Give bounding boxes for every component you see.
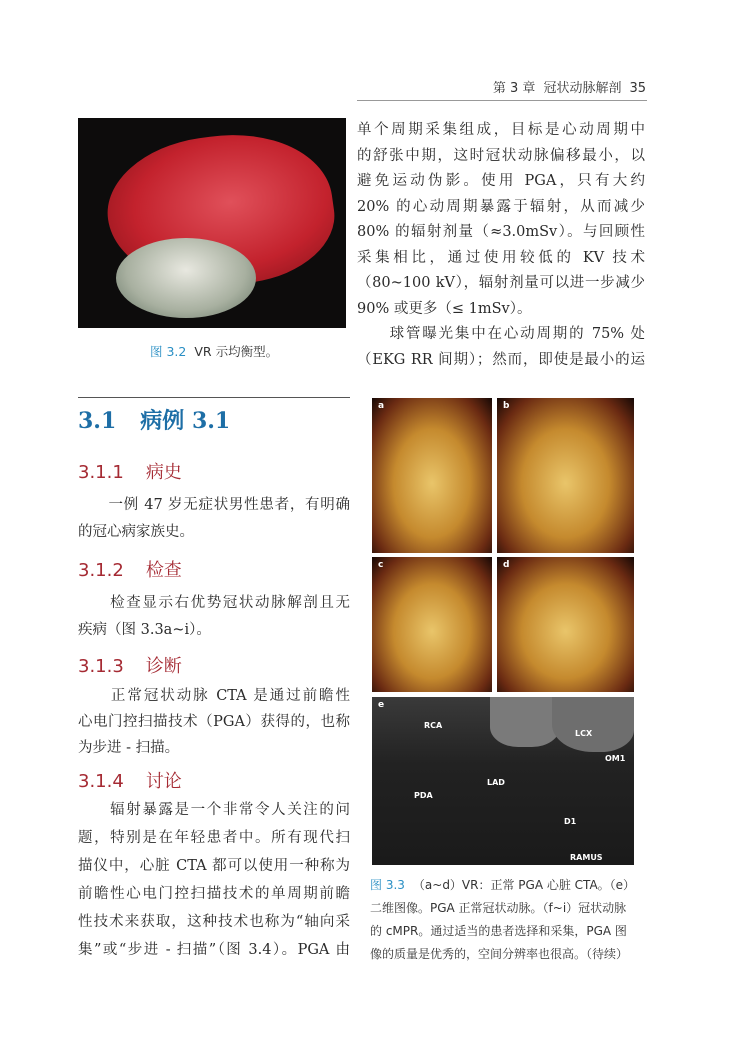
subsection-number: 3.1.2: [78, 560, 124, 581]
subsection-heading: [78, 767, 182, 793]
text-line: 辐射暴露是一个非常令人关注的问: [78, 802, 350, 818]
text-line: （80~100 kV），辐射剂量可以进一步减少: [357, 275, 645, 291]
annotation-lad: LAD: [487, 778, 505, 787]
text-line: 20% 的心动周期暴露于辐射，从而减少: [357, 198, 645, 215]
subsection-number: 3.1.3: [78, 656, 124, 677]
annotation-rca: RCA: [424, 721, 443, 730]
panel-label: e: [378, 700, 385, 710]
caption-line: [370, 899, 640, 916]
text-line: 单个周期采集组成，目标是心动周期中: [357, 122, 645, 138]
panel-b-image: [497, 398, 634, 553]
caption-line: [370, 922, 640, 939]
caption-text: 二维图像。PGA 正常冠状动脉。（f~i）冠状动脉: [370, 901, 627, 915]
header-rule: [357, 100, 647, 101]
subsection-title: 诊断: [145, 656, 182, 677]
panel-c-image: [372, 557, 492, 692]
figure-label: 图 3.2: [150, 344, 187, 359]
panel-a-image: [372, 398, 492, 553]
text-line: 避免运动伪影。使用 PGA，只有大约: [357, 173, 645, 189]
text-line: 正常冠状动脉 CTA 是通过前瞻性: [78, 688, 350, 704]
figure-3-2-heart-image: [78, 118, 346, 328]
caption-text: 像的质量是优秀的，空间分辨率也很高。（待续）: [370, 947, 629, 961]
caption-line: [370, 945, 640, 962]
text-line: 的舒张中期，这时冠状动脉偏移最小，以: [357, 147, 645, 164]
panel-e-image: [372, 697, 634, 865]
subsection-heading: [78, 652, 182, 678]
panel-label: d: [503, 560, 510, 570]
text-line: 集”或“步进 - 扫描”（图 3.4）。PGA 由: [78, 942, 350, 958]
running-header: [470, 77, 646, 96]
text-line: 前瞻性心电门控扫描技术的单周期前瞻: [78, 886, 350, 902]
caption-line: [370, 876, 640, 893]
section-heading: [78, 404, 230, 435]
annotation-ramus: RAMUS: [570, 853, 603, 862]
chapter-number: 第 3 章: [492, 81, 536, 96]
text-line: 80% 的辐射剂量（≈3.0mSv）。与回顾性: [357, 224, 645, 240]
annotation-pda: PDA: [414, 791, 433, 800]
caption-text: 的 cMPR。通过适当的患者选择和采集，PGA 图: [370, 924, 627, 938]
caption-text: （a~d）VR：正常 PGA 心脏 CTA。（e）: [412, 878, 636, 892]
text-line: 描仪中，心脏 CTA 都可以使用一种称为: [78, 858, 350, 874]
subsection-heading: [78, 458, 182, 484]
panel-d-image: [497, 557, 634, 692]
subsection-title: 讨论: [145, 771, 182, 792]
text-line: 心电门控扫描技术（PGA）获得的，也称: [78, 714, 350, 730]
page-number: 35: [629, 81, 646, 96]
annotation-d1: D1: [564, 817, 577, 826]
annotation-lcx: LCX: [575, 729, 593, 738]
subsection-title: 病史: [145, 462, 182, 483]
subsection-number: 3.1.4: [78, 771, 124, 792]
annotation-om1: OM1: [605, 754, 626, 763]
section-title: 病例 3.1: [140, 408, 231, 434]
text-line: 为步进 - 扫描。: [78, 740, 180, 756]
subsection-number: 3.1.1: [78, 462, 124, 483]
section-rule: [78, 397, 350, 398]
text-line: 检查显示右优势冠状动脉解剖且无: [78, 595, 350, 611]
caption-text: VR 示均衡型。: [194, 344, 279, 359]
panel-label: a: [378, 401, 385, 411]
text-line: 球管曝光集中在心动周期的 75% 处: [357, 326, 645, 342]
text-line: 采集相比，通过使用较低的 KV 技术: [357, 249, 645, 266]
figure-label: 图 3.3: [370, 878, 405, 892]
chapter-title: 冠状动脉解剖: [543, 81, 622, 96]
text-line: 题，特别是在年轻患者中。所有现代扫: [78, 830, 350, 846]
subsection-title: 检查: [145, 560, 182, 581]
text-line: 性技术来获取，这种技术也称为“轴向采: [78, 914, 350, 930]
text-line: （EKG RR 间期）；然而，即使是最小的运: [357, 351, 645, 368]
text-line: 90% 或更多（≤ 1mSv）。: [357, 300, 532, 317]
text-line: 的冠心病家族史。: [78, 524, 194, 540]
section-number: 3.1: [78, 408, 117, 434]
figure-3-2-caption: [150, 342, 278, 360]
text-line: 疾病（图 3.3a~i）。: [78, 622, 211, 638]
panel-label: c: [378, 560, 384, 570]
panel-label: b: [503, 401, 510, 411]
text-line: 一例 47 岁无症状男性患者，有明确: [78, 497, 350, 513]
subsection-heading: [78, 556, 182, 582]
